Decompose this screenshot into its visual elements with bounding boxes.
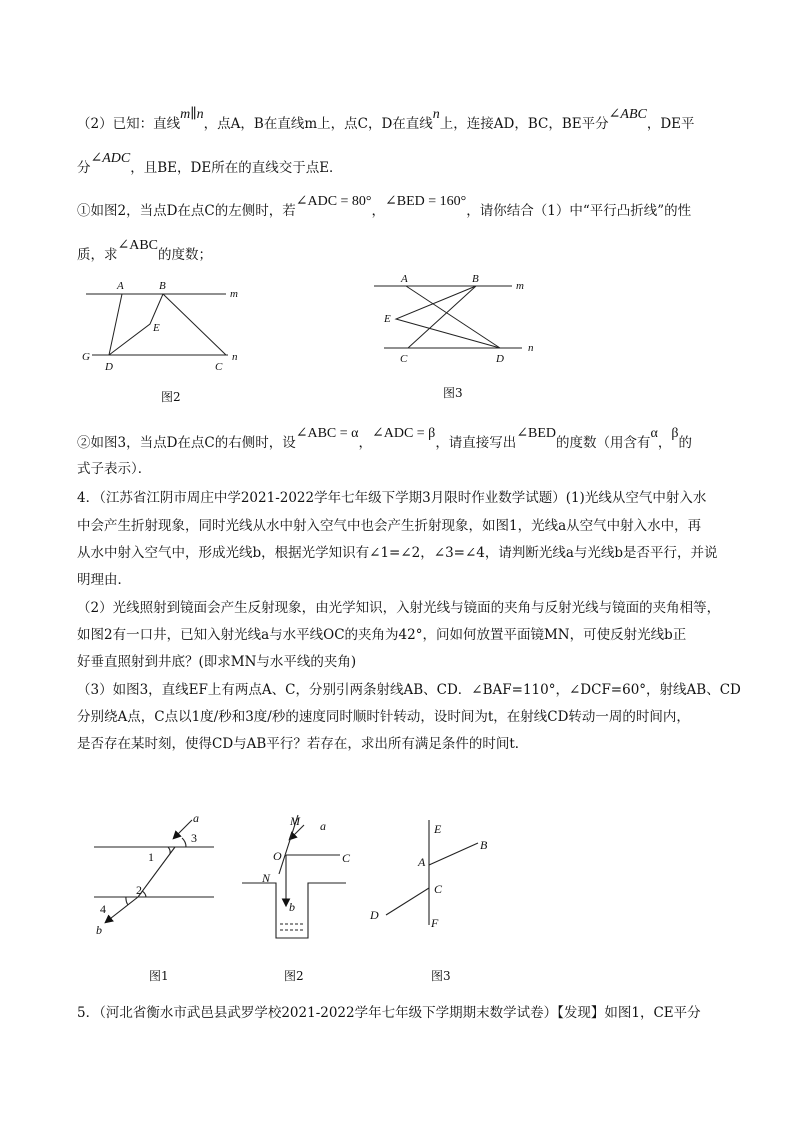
q3-sub1-line1 [77,194,692,222]
q3-sub2-line2 [77,459,151,479]
parallel-expr: m∥n [180,107,204,122]
text: ，点A，B在直线m上，点C，D在直线 [203,116,433,132]
angle-2-arc [142,891,146,897]
ray-b [106,897,138,922]
label-a: a [193,811,199,825]
figure-3-2 [78,276,248,376]
q3-sub1-line2 [77,238,213,266]
text: 分 [77,160,91,176]
figure-4-1-caption: 图1 [149,969,169,983]
text: 质，求 [77,247,118,263]
label-a: a [320,819,326,833]
text: ， [657,435,672,451]
label-d: D [496,353,504,365]
text: ①如图2，当点D在点C的左侧时，若 [77,203,296,219]
label-e: E [384,313,391,325]
angle-abc: ∠ABC [608,107,647,122]
ray-a [174,820,192,838]
q4-line8: （3）如图3，直线EF上有两点A、C，分别引两条射线AB、CD．∠BAF=110°，∠DCF=60°，射线AB、CD [77,682,741,698]
angle-adc: ∠ADC [90,151,131,166]
q3-sub2-line1 [77,426,693,454]
polyline-bed [396,286,500,348]
angle-bed: ∠BED [516,426,557,441]
angle-4-arc [126,897,128,905]
text: ，请你结合（1）中“平行凸折线”的性 [466,203,692,219]
figure-3-3-caption: 图3 [443,386,463,400]
q3-part2-line1 [77,107,695,135]
text: 的度数； [158,247,213,263]
segment-bc [163,294,226,355]
label-g: G [82,351,90,363]
label-1: 1 [148,850,154,864]
label-b: B [159,280,166,292]
figure-4-2 [236,810,354,950]
text: ，DE平 [646,116,695,132]
angle-adc-beta: ∠ADC = β [372,426,436,441]
q4-line4: 明理由． [77,572,131,588]
label-o: O [273,849,282,863]
figure-4-3 [366,815,496,935]
label-d: D [370,908,379,922]
figure-3-2-caption: 图2 [161,390,181,404]
figure-4-1 [86,810,216,945]
label-a: A [418,855,426,869]
text: ， [371,203,386,219]
q4-line6: 如图2有一口井，已知入射光线a与水平线OC的夹角为42°，问如何放置平面镜MN，可使反射光线b正 [77,627,687,643]
label-3: 3 [191,831,197,845]
beta-symbol: β [671,426,679,441]
alpha-symbol: α [650,426,658,441]
q4-line3: 从水中射入空气中，形成光线b，根据光学知识有∠1=∠2，∠3=∠4，请判断光线a与光线b是否平行，并说 [77,545,718,561]
text: （2）已知：直线 [77,116,181,132]
label-2: 2 [136,883,142,897]
label-a: A [401,273,408,285]
text: ②如图3，当点D在点C的右侧时，设 [77,435,296,451]
label-d: D [105,361,113,373]
angle-abc: ∠ABC [117,238,159,253]
text: ， [358,435,372,451]
label-4: 4 [100,902,106,916]
text: ，请直接写出 [435,435,517,451]
label-c: C [215,361,223,373]
label-c: C [434,882,443,896]
text: 式子表示）． [77,461,152,477]
angle-1-arc [168,847,170,854]
text: 的 [678,435,693,451]
ray-cd [386,888,429,915]
q4-line9: 分别绕A点，C点以1度/秒和3度/秒的速度同时顺时针转动，设时间为t，在射线CD转动一周的时间内， [77,709,690,725]
ray-ab [429,843,478,865]
label-n: n [528,342,534,354]
label-m: m [516,280,524,292]
q4-line2: 中会产生折射现象，同时光线从水中射入空气中也会产生折射现象，如图1，光线a从空气中射入水中，再 [77,518,702,534]
label-c: C [342,851,351,865]
refracted-ray [138,847,175,897]
label-n: N [262,871,271,885]
label-b: B [480,838,488,852]
label-m: M [290,814,300,828]
label-b: b [289,900,295,914]
q3-part2-line2 [77,151,343,179]
label-b: B [472,273,479,285]
text: ，且BE，DE所在的直线交于点E． [130,160,343,176]
q4-line7: 好垂直照射到井底？(即求MN与水平线的夹角) [77,654,357,670]
label-e: E [153,322,160,334]
text: 的度数（用含有 [556,435,651,451]
label-b: b [96,923,102,937]
angle-3-arc [182,838,186,847]
label-e: E [434,822,442,836]
figure-3-3 [372,270,547,370]
figure-4-2-caption: 图2 [284,969,304,983]
q4-line1: 4．（江苏省江阴市周庄中学2021-2022学年七年级下学期3月限时作业数学试题）(1)光线从空气中射入水 [77,490,707,506]
segment-ad [109,294,122,355]
label-c: C [400,353,408,365]
angle-abc-alpha: ∠ABC = α [295,426,359,441]
angle-adc-80: ∠ADC = 80° [295,194,372,209]
text: 上，连接AD，BC，BE平分 [439,116,609,132]
label-m: m [230,288,238,300]
q4-line5: （2）光线照射到镜面会产生反射现象，由光学知识，入射光线与镜面的夹角与反射光线与镜面的夹角相等， [77,600,721,616]
label-a: A [117,280,124,292]
q4-line10: 是否存在某时刻，使得CD与AB平行？若存在，求出所有满足条件的时间t． [77,736,529,752]
n-label: n [432,107,440,122]
figure-4-3-caption: 图3 [431,969,451,983]
angle-bed-160: ∠BED = 160° [385,194,467,209]
q5-line1: 5．（河北省衡水市武邑县武罗学校2021-2022学年七年级下学期期末数学试卷）【发现】如图1，CE平分 [77,1005,701,1021]
label-n: n [232,351,238,363]
label-f: F [431,916,439,930]
